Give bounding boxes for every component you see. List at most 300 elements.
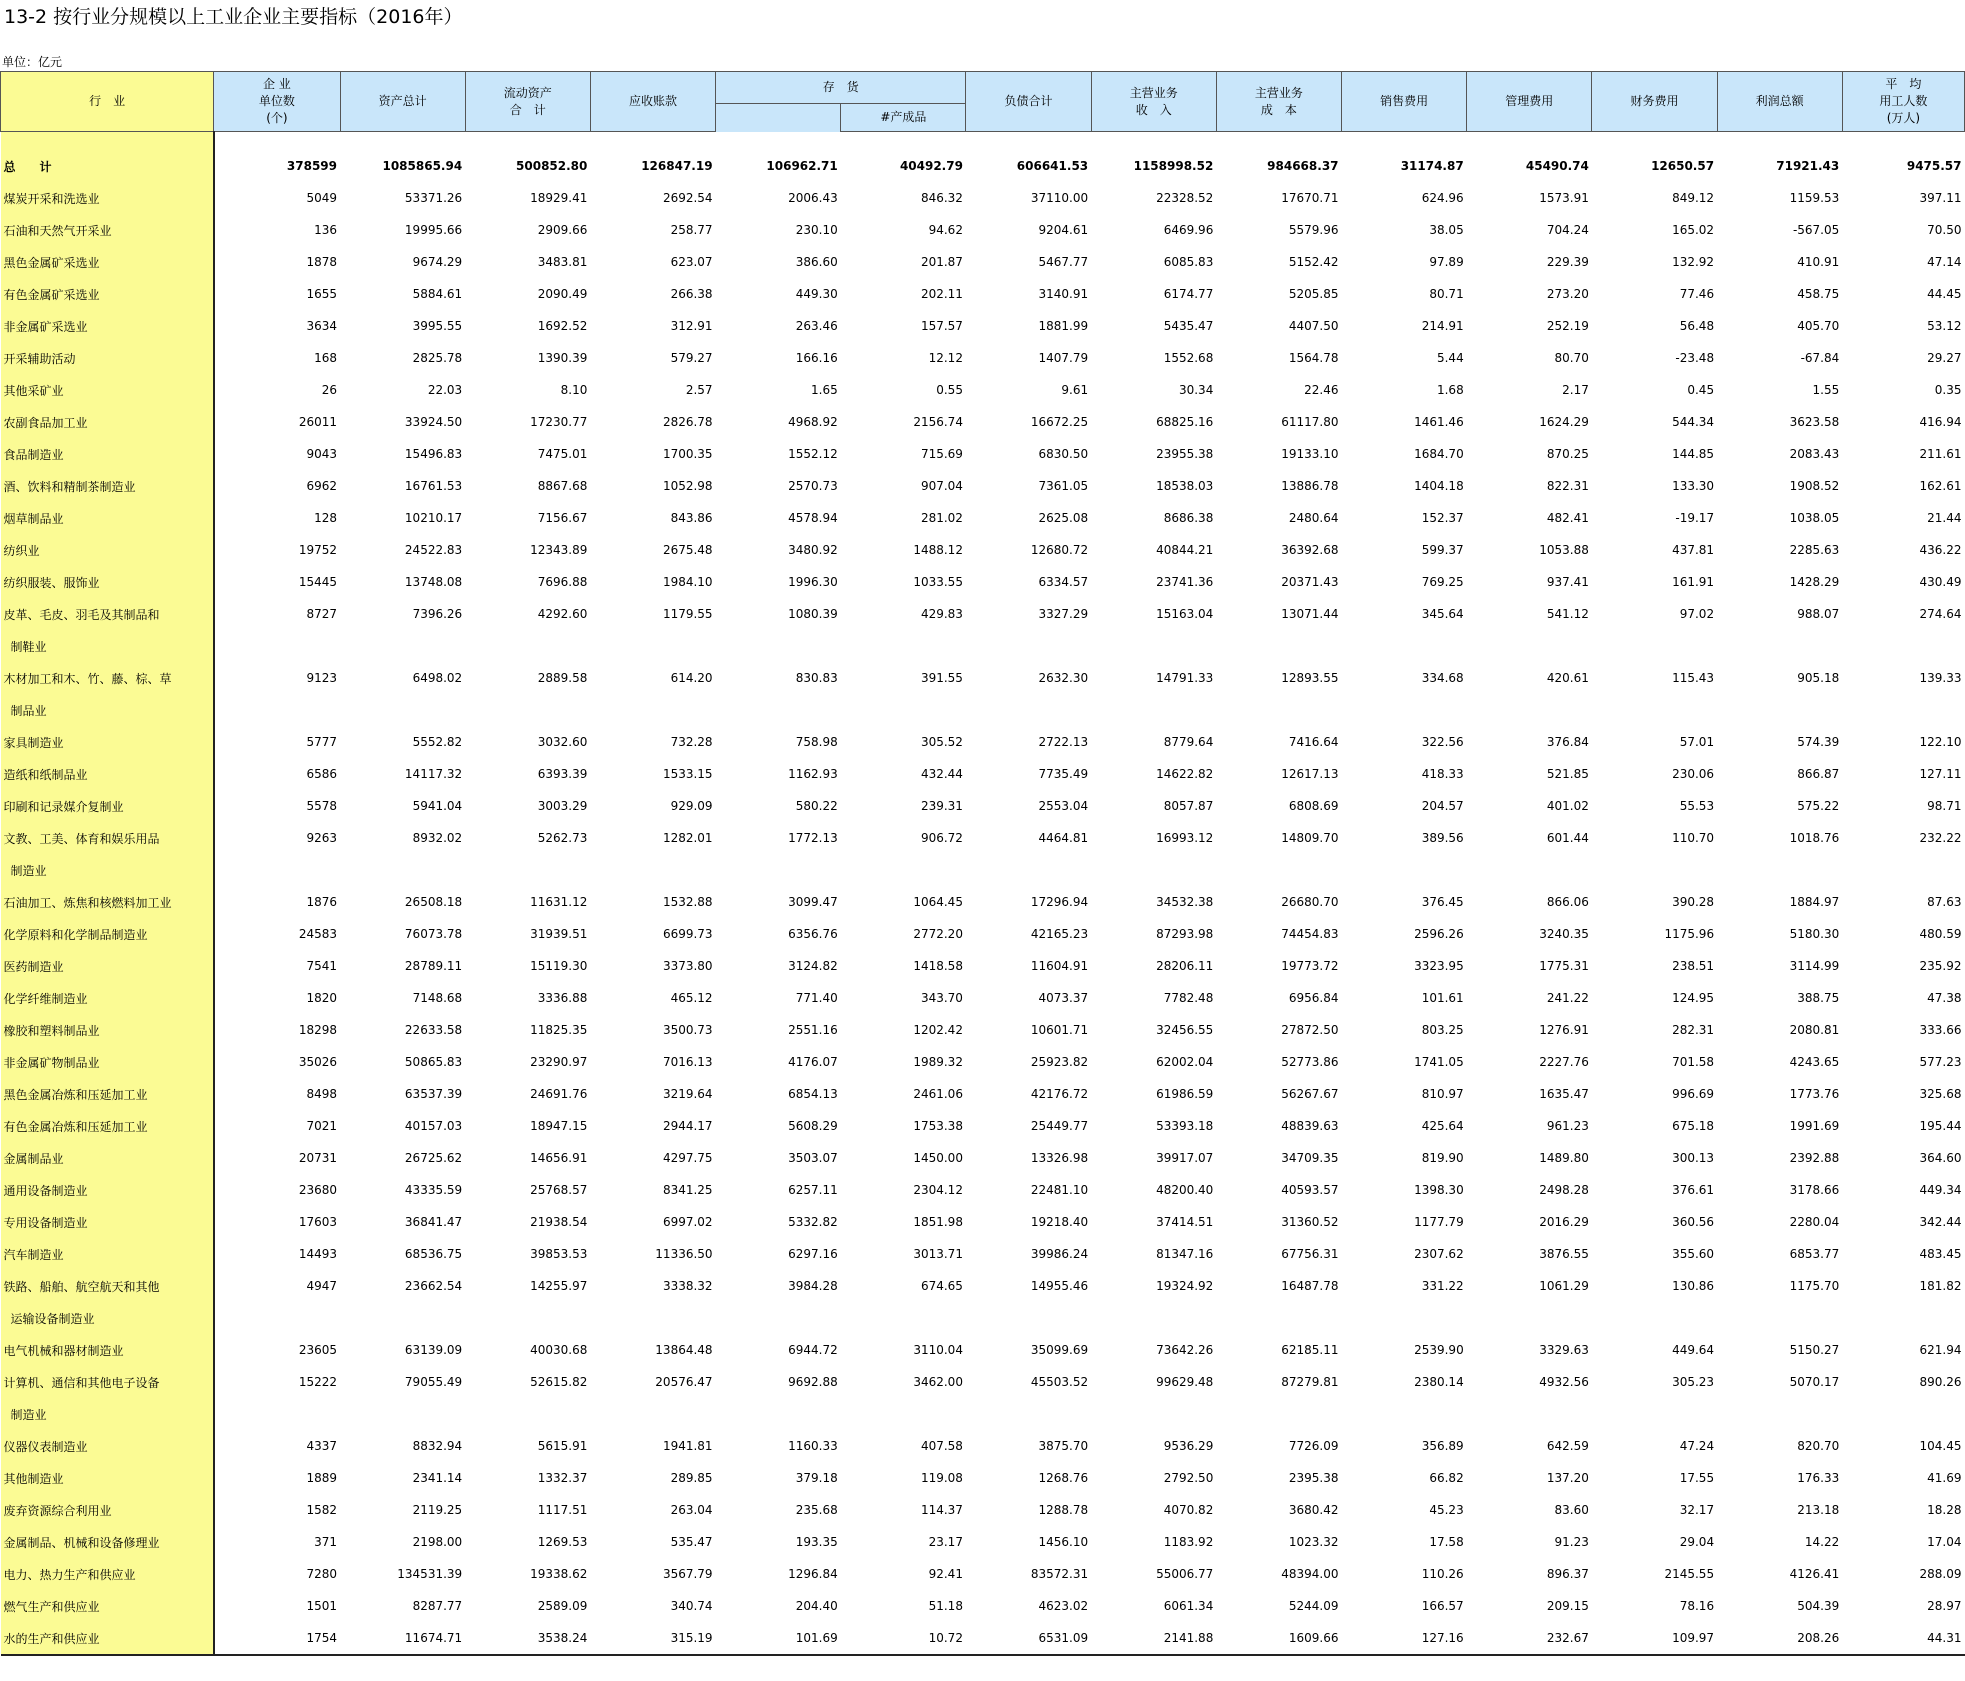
empty-cell: [1091, 694, 1216, 726]
cell-current-assets: 14656.91: [530, 1151, 588, 1165]
cell-units: 17603: [298, 1215, 337, 1229]
industry-name: 水的生产和供应业: [1, 1622, 214, 1655]
cell-finished-goods: 432.44: [920, 767, 963, 781]
cell-admin-expense: 4932.56: [1539, 1375, 1589, 1389]
empty-cell: [716, 1302, 841, 1334]
cell-total-assets: 5941.04: [412, 799, 463, 813]
cell-finished-goods: 907.04: [920, 479, 963, 493]
col-header-finance-expense: 财务费用: [1592, 72, 1717, 132]
cell-inventory: 1.65: [811, 383, 838, 397]
table-row: [1, 662, 1965, 694]
cell-current-assets: 17230.77: [530, 415, 588, 429]
industry-name: 煤炭开采和洗选业: [1, 182, 214, 214]
cell-finished-goods: 343.70: [920, 991, 963, 1005]
cell-main-revenue: 99629.48: [1156, 1375, 1214, 1389]
cell-employees: 181.82: [1919, 1279, 1962, 1293]
industry-name: 医药制造业: [1, 950, 214, 982]
empty-cell: [1216, 1398, 1341, 1430]
cell-main-cost: 1609.66: [1216, 1622, 1341, 1655]
empty-cell: [1467, 630, 1592, 662]
cell-current-assets: 500852.80: [516, 159, 588, 173]
cell-profit: 575.22: [1797, 799, 1840, 813]
cell-current-assets: 1269.53: [537, 1535, 588, 1549]
cell-finished-goods: 114.37: [920, 1503, 963, 1517]
cell-employees: 0.35: [1934, 383, 1962, 397]
cell-main-revenue: 23955.38: [1156, 447, 1214, 461]
cell-sales-expense: 376.45: [1421, 895, 1464, 909]
cell-total-assets: 15496.83: [404, 447, 463, 461]
cell-inventory: 1160.33: [788, 1439, 838, 1453]
cell-receivables: 1052.98: [662, 479, 713, 493]
cell-main-cost: 36392.68: [1281, 543, 1339, 557]
cell-current-assets: 21938.54: [530, 1215, 588, 1229]
cell-inventory: 379.18: [795, 1471, 838, 1485]
cell-finance-expense: 77.46: [1679, 287, 1715, 301]
cell-total-assets: 36841.47: [404, 1215, 463, 1229]
cell-main-revenue: 15163.04: [1156, 607, 1214, 621]
cell-current-assets: 19338.62: [530, 1567, 588, 1581]
cell-sales-expense: 2596.26: [1414, 927, 1464, 941]
cell-employees: 53.12: [1927, 319, 1962, 333]
industry-name: 计算机、通信和其他电子设备: [1, 1366, 214, 1398]
cell-total-assets: 28789.11: [404, 959, 463, 973]
industry-name-continuation: 制品业: [1, 694, 214, 726]
cell-liabilities: 17296.94: [1030, 895, 1089, 909]
cell-admin-expense: 241.22: [1546, 991, 1589, 1005]
cell-profit: -67.84: [1800, 351, 1840, 365]
industry-name: 皮革、毛皮、羽毛及其制品和: [1, 598, 214, 630]
cell-receivables: 1984.10: [662, 575, 713, 589]
cell-finished-goods: 2772.20: [913, 927, 963, 941]
empty-cell: [1592, 694, 1717, 726]
industry-name: 橡胶和塑料制品业: [1, 1014, 214, 1046]
cell-profit: 988.07: [1797, 607, 1840, 621]
table-row: [1, 1078, 1965, 1110]
cell-profit: 3623.58: [1789, 415, 1840, 429]
cell-main-cost: 5244.09: [1288, 1599, 1339, 1613]
empty-cell: [1717, 854, 1842, 886]
cell-finance-expense: 12650.57: [1651, 159, 1715, 173]
cell-total-assets: 26508.18: [404, 895, 463, 909]
cell-finance-expense: 300.13: [1672, 1151, 1715, 1165]
cell-employees: 104.45: [1919, 1439, 1962, 1453]
cell-units: 1655: [306, 287, 337, 301]
table-row-continuation: [1, 1398, 1965, 1430]
industry-name: 酒、饮料和精制茶制造业: [1, 470, 214, 502]
industry-name-continuation: 制造业: [1, 1398, 214, 1430]
industry-name: 专用设备制造业: [1, 1206, 214, 1238]
cell-total-assets: 8932.02: [412, 831, 463, 845]
cell-admin-expense: 91.23: [1554, 1535, 1589, 1549]
cell-current-assets: 39853.53: [530, 1247, 588, 1261]
empty-cell: [340, 854, 465, 886]
cell-liabilities: 25923.82: [1030, 1055, 1089, 1069]
cell-finished-goods: 1989.32: [913, 1055, 963, 1069]
cell-admin-expense: 229.39: [1546, 255, 1589, 269]
cell-sales-expense: 1398.30: [1414, 1183, 1464, 1197]
cell-employees: 577.23: [1919, 1055, 1962, 1069]
cell-profit: 5150.27: [1789, 1343, 1840, 1357]
cell-main-revenue: 8057.87: [1163, 799, 1214, 813]
empty-cell: [340, 694, 465, 726]
cell-main-revenue: 37414.51: [1156, 1215, 1214, 1229]
industry-name: 其他制造业: [1, 1462, 214, 1494]
cell-finished-goods: 1753.38: [913, 1119, 963, 1133]
cell-units: 7280: [306, 1567, 337, 1581]
cell-liabilities: 2625.08: [1038, 511, 1089, 525]
cell-main-cost: 5579.96: [1288, 223, 1339, 237]
cell-total-assets: 40157.03: [404, 1119, 463, 1133]
cell-finished-goods: 201.87: [920, 255, 963, 269]
cell-employees: 890.26: [1919, 1375, 1962, 1389]
empty-cell: [1091, 1398, 1216, 1430]
table-row: [1, 310, 1965, 342]
cell-employees: 480.59: [1919, 927, 1962, 941]
cell-inventory: 193.35: [795, 1535, 838, 1549]
cell-units: 9123: [306, 671, 337, 685]
cell-units: 1820: [306, 991, 337, 1005]
cell-finance-expense: 109.97: [1592, 1622, 1717, 1655]
cell-receivables: 1941.81: [662, 1439, 713, 1453]
cell-finished-goods: 674.65: [920, 1279, 963, 1293]
cell-units: 26: [321, 383, 337, 397]
cell-receivables: 315.19: [590, 1622, 715, 1655]
cell-units: 1876: [306, 895, 337, 909]
cell-inventory: 3984.28: [788, 1279, 838, 1293]
cell-admin-expense: 1635.47: [1539, 1087, 1589, 1101]
cell-finance-expense: 47.24: [1679, 1439, 1715, 1453]
cell-current-assets: 3003.29: [537, 799, 588, 813]
cell-main-revenue: 8779.64: [1163, 735, 1214, 749]
cell-main-cost: 2395.38: [1288, 1471, 1339, 1485]
cell-receivables: 1532.88: [662, 895, 713, 909]
table-row: [1, 534, 1965, 566]
industry-name: 开采辅助活动: [1, 342, 214, 374]
cell-main-revenue: 87293.98: [1156, 927, 1214, 941]
cell-finished-goods: 1033.55: [913, 575, 963, 589]
cell-finance-expense: 57.01: [1679, 735, 1715, 749]
cell-finance-expense: 133.30: [1672, 479, 1715, 493]
cell-receivables: 2944.17: [662, 1119, 713, 1133]
cell-liabilities: 606641.53: [1016, 159, 1089, 173]
cell-main-cost: 56267.67: [1281, 1087, 1339, 1101]
cell-profit: 71921.43: [1776, 159, 1840, 173]
industry-name: 化学纤维制造业: [1, 982, 214, 1014]
cell-liabilities: 25449.77: [1030, 1119, 1089, 1133]
cell-current-assets: 7156.67: [537, 511, 588, 525]
cell-admin-expense: 1061.29: [1539, 1279, 1589, 1293]
cell-admin-expense: 704.24: [1546, 223, 1589, 237]
cell-employees: 325.68: [1919, 1087, 1962, 1101]
cell-profit: 213.18: [1797, 1503, 1840, 1517]
cell-employees: 28.97: [1927, 1599, 1962, 1613]
cell-inventory: 6297.16: [788, 1247, 838, 1261]
empty-cell: [590, 1302, 715, 1334]
cell-profit: 5070.17: [1789, 1375, 1840, 1389]
table-row: [1, 1494, 1965, 1526]
cell-employees: 333.66: [1919, 1023, 1962, 1037]
cell-profit: 1908.52: [1789, 479, 1840, 493]
table-row: [1, 1206, 1965, 1238]
cell-sales-expense: 45.23: [1429, 1503, 1464, 1517]
cell-finance-expense: 849.12: [1672, 191, 1715, 205]
cell-finance-expense: 124.95: [1672, 991, 1715, 1005]
empty-cell: [966, 854, 1091, 886]
cell-receivables: 929.09: [670, 799, 713, 813]
empty-cell: [1342, 1398, 1467, 1430]
cell-employees: 397.11: [1919, 191, 1962, 205]
cell-main-cost: 67756.31: [1281, 1247, 1339, 1261]
cell-inventory: 758.98: [795, 735, 838, 749]
col-header-current-assets-bot: 合 计: [509, 102, 546, 117]
cell-total-assets: 33924.50: [404, 415, 463, 429]
cell-inventory: 6356.76: [788, 927, 838, 941]
table-row-continuation: [1, 694, 1965, 726]
cell-admin-expense: 822.31: [1546, 479, 1589, 493]
cell-profit: 574.39: [1797, 735, 1840, 749]
col-header-liabilities: 负债合计: [966, 72, 1091, 132]
cell-profit: 905.18: [1797, 671, 1840, 685]
cell-profit: 1884.97: [1789, 895, 1840, 909]
cell-main-cost: 13071.44: [1281, 607, 1339, 621]
cell-receivables: 535.47: [670, 1535, 713, 1549]
col-header-main-revenue-top: 主营业务: [1129, 85, 1178, 100]
cell-total-assets: 134531.39: [397, 1567, 463, 1581]
cell-current-assets: 1332.37: [537, 1471, 588, 1485]
cell-main-cost: 2480.64: [1288, 511, 1339, 525]
cell-main-cost: 40593.57: [1281, 1183, 1339, 1197]
cell-profit: 2392.88: [1789, 1151, 1840, 1165]
cell-employees: 449.34: [1919, 1183, 1962, 1197]
cell-finished-goods: 305.52: [920, 735, 963, 749]
table-row: [1, 278, 1965, 310]
empty-cell: [465, 630, 590, 662]
cell-inventory: 166.16: [795, 351, 838, 365]
cell-profit: 2080.81: [1789, 1023, 1840, 1037]
cell-current-assets: 2889.58: [537, 671, 588, 685]
col-header-profit: 利润总额: [1717, 72, 1842, 132]
cell-units: 1582: [306, 1503, 337, 1517]
industry-name: 食品制造业: [1, 438, 214, 470]
cell-main-cost: 20371.43: [1281, 575, 1339, 589]
cell-admin-expense: 937.41: [1546, 575, 1589, 589]
table-row: [1, 1334, 1965, 1366]
industry-name: 电力、热力生产和供应业: [1, 1558, 214, 1590]
cell-main-cost: 3680.42: [1288, 1503, 1339, 1517]
cell-employees: 47.38: [1927, 991, 1962, 1005]
cell-receivables: 6997.02: [662, 1215, 713, 1229]
cell-admin-expense: 601.44: [1546, 831, 1589, 845]
cell-main-cost: 6808.69: [1288, 799, 1339, 813]
cell-inventory: 1996.30: [788, 575, 838, 589]
industry-name: 汽车制造业: [1, 1238, 214, 1270]
cell-sales-expense: 803.25: [1421, 1023, 1464, 1037]
empty-cell: [1717, 630, 1842, 662]
cell-employees: 9475.57: [1906, 159, 1962, 173]
cell-receivables: 2675.48: [662, 543, 713, 557]
table-row: [1, 1110, 1965, 1142]
cell-receivables: 3338.32: [662, 1279, 713, 1293]
cell-total-assets: 16761.53: [404, 479, 463, 493]
empty-cell: [590, 1398, 715, 1430]
cell-inventory: 101.69: [716, 1622, 841, 1655]
col-header-employees-top: 平 均: [1885, 77, 1922, 91]
page-title: 13-2 按行业分规模以上工业企业主要指标（2016年）: [4, 6, 463, 28]
table-row: [1, 342, 1965, 374]
empty-cell: [841, 854, 966, 886]
empty-cell: [1717, 694, 1842, 726]
indicator-table: [0, 71, 1965, 1656]
cell-admin-expense: 420.61: [1546, 671, 1589, 685]
cell-inventory: 6944.72: [788, 1343, 838, 1357]
empty-cell: [1842, 694, 1964, 726]
cell-admin-expense: 896.37: [1546, 1567, 1589, 1581]
col-header-sales-expense: 销售费用: [1342, 72, 1467, 132]
cell-total-assets: 13748.08: [404, 575, 463, 589]
cell-employees: 122.10: [1919, 735, 1962, 749]
cell-main-revenue: 7782.48: [1163, 991, 1214, 1005]
industry-name: 其他采矿业: [1, 374, 214, 406]
cell-main-cost: 12893.55: [1281, 671, 1339, 685]
cell-receivables: 3567.79: [662, 1567, 713, 1581]
industry-name: 石油和天然气开采业: [1, 214, 214, 246]
cell-finance-expense: 115.43: [1672, 671, 1715, 685]
industry-name: 总 计: [1, 132, 214, 183]
cell-units: 378599: [286, 159, 337, 173]
cell-liabilities: 1407.79: [1038, 351, 1089, 365]
cell-finished-goods: 2461.06: [913, 1087, 963, 1101]
cell-finance-expense: 97.02: [1679, 607, 1715, 621]
industry-name: 黑色金属矿采选业: [1, 246, 214, 278]
cell-liabilities: 7735.49: [1038, 767, 1089, 781]
cell-current-assets: 1117.51: [537, 1503, 588, 1517]
cell-main-cost: 984668.37: [1267, 159, 1339, 173]
cell-finished-goods: 2304.12: [913, 1183, 963, 1197]
cell-current-assets: 7696.88: [537, 575, 588, 589]
cell-inventory: 449.30: [795, 287, 838, 301]
cell-receivables: 4297.75: [662, 1151, 713, 1165]
cell-total-assets: 2825.78: [412, 351, 463, 365]
cell-current-assets: 6393.39: [537, 767, 588, 781]
cell-inventory: 2551.16: [788, 1023, 838, 1037]
cell-total-assets: 24522.83: [404, 543, 463, 557]
cell-sales-expense: 127.16: [1342, 1622, 1467, 1655]
cell-liabilities: 7361.05: [1038, 479, 1089, 493]
cell-sales-expense: 1404.18: [1414, 479, 1464, 493]
empty-cell: [966, 630, 1091, 662]
cell-total-assets: 9674.29: [412, 255, 463, 269]
cell-main-revenue: 39917.07: [1156, 1151, 1214, 1165]
table-row: [1, 1174, 1965, 1206]
cell-receivables: 2826.78: [662, 415, 713, 429]
cell-finance-expense: 230.06: [1672, 767, 1715, 781]
cell-admin-expense: 1573.91: [1539, 191, 1589, 205]
cell-finished-goods: 23.17: [928, 1535, 963, 1549]
cell-current-assets: 24691.76: [530, 1087, 588, 1101]
cell-admin-expense: 2498.28: [1539, 1183, 1589, 1197]
cell-sales-expense: 345.64: [1421, 607, 1464, 621]
empty-cell: [841, 694, 966, 726]
cell-profit: 820.70: [1797, 1439, 1840, 1453]
cell-employees: 21.44: [1927, 511, 1962, 525]
cell-receivables: 579.27: [670, 351, 713, 365]
cell-finance-expense: 0.45: [1687, 383, 1715, 397]
cell-finance-expense: 996.69: [1672, 1087, 1715, 1101]
col-header-admin-expense: 管理费用: [1467, 72, 1592, 132]
cell-profit: 3178.66: [1789, 1183, 1840, 1197]
cell-finished-goods: 202.11: [920, 287, 963, 301]
cell-finished-goods: 1488.12: [913, 543, 963, 557]
empty-cell: [1216, 854, 1341, 886]
cell-main-cost: 26680.70: [1281, 895, 1339, 909]
cell-main-cost: 48394.00: [1281, 1567, 1339, 1581]
cell-profit: 3114.99: [1789, 959, 1840, 973]
cell-employees: 288.09: [1919, 1567, 1962, 1581]
cell-sales-expense: 334.68: [1421, 671, 1464, 685]
cell-main-revenue: 8686.38: [1163, 511, 1214, 525]
empty-cell: [1592, 1398, 1717, 1430]
cell-main-revenue: 48200.40: [1156, 1183, 1214, 1197]
cell-inventory: 5332.82: [788, 1215, 838, 1229]
table-row: [1, 246, 1965, 278]
industry-name: 非金属矿物制品业: [1, 1046, 214, 1078]
cell-main-revenue: 34532.38: [1156, 895, 1214, 909]
cell-liabilities: 12680.72: [1030, 543, 1089, 557]
cell-main-revenue: 1158998.52: [1133, 159, 1214, 173]
empty-cell: [590, 694, 715, 726]
cell-sales-expense: 5.44: [1436, 351, 1464, 365]
cell-admin-expense: 961.23: [1546, 1119, 1589, 1133]
cell-total-assets: 1085865.94: [382, 159, 463, 173]
cell-current-assets: 2589.09: [537, 1599, 588, 1613]
cell-receivables: 340.74: [670, 1599, 713, 1613]
cell-employees: 621.94: [1919, 1343, 1962, 1357]
cell-receivables: 266.38: [670, 287, 713, 301]
cell-main-cost: 74454.83: [1281, 927, 1339, 941]
cell-finance-expense: 161.91: [1672, 575, 1715, 589]
empty-cell: [214, 694, 340, 726]
cell-sales-expense: 331.22: [1421, 1279, 1464, 1293]
cell-finance-expense: 78.16: [1679, 1599, 1715, 1613]
cell-finished-goods: 51.18: [928, 1599, 963, 1613]
cell-inventory: 4176.07: [788, 1055, 838, 1069]
col-header-main-cost-bot: 成 本: [1260, 102, 1297, 117]
cell-finance-expense: 29.04: [1679, 1535, 1715, 1549]
cell-main-revenue: 1183.92: [1163, 1535, 1214, 1549]
cell-main-cost: 7726.09: [1288, 1439, 1339, 1453]
cell-inventory: 830.83: [795, 671, 838, 685]
cell-sales-expense: 1741.05: [1414, 1055, 1464, 1069]
cell-current-assets: 15119.30: [530, 959, 588, 973]
table-row: [1, 982, 1965, 1014]
cell-admin-expense: 252.19: [1546, 319, 1589, 333]
cell-main-revenue: 6469.96: [1163, 223, 1214, 237]
cell-inventory: 263.46: [795, 319, 838, 333]
cell-total-assets: 3995.55: [412, 319, 463, 333]
cell-units: 26011: [298, 415, 337, 429]
cell-total-assets: 8832.94: [412, 1439, 463, 1453]
empty-cell: [1091, 854, 1216, 886]
cell-profit: 1428.29: [1789, 575, 1840, 589]
cell-total-assets: 7148.68: [412, 991, 463, 1005]
cell-profit: 1.55: [1812, 383, 1840, 397]
cell-units: 371: [314, 1535, 337, 1549]
cell-sales-expense: 110.26: [1421, 1567, 1464, 1581]
cell-units: 4947: [306, 1279, 337, 1293]
cell-main-revenue: 18538.03: [1156, 479, 1214, 493]
cell-liabilities: 10601.71: [1030, 1023, 1089, 1037]
industry-name: 非金属矿采选业: [1, 310, 214, 342]
